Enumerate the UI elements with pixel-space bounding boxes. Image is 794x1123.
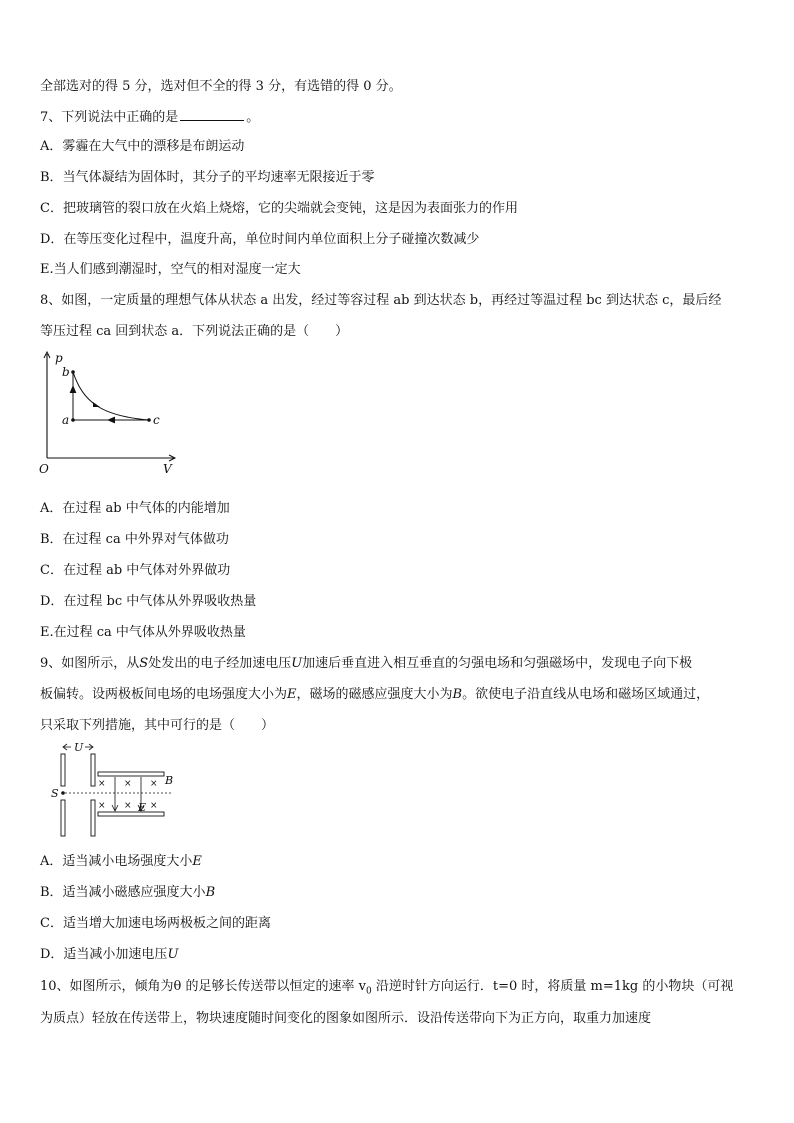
q10-subscript: 0 xyxy=(365,986,372,997)
q8-v-label: V xyxy=(163,462,172,475)
q9-text: 加速后垂直进入相互垂直的匀强电场和匀强磁场中，发现电子向下极 xyxy=(302,656,693,671)
q9-text: 。欲使电子沿直线从电场和磁场区域通过， xyxy=(462,687,710,702)
q9-cross: × xyxy=(98,801,106,811)
q8-b-label: b xyxy=(62,365,70,379)
q8-point-c xyxy=(147,418,151,422)
q8-process-bc xyxy=(73,372,149,420)
q9-text: 板偏转。设两极板间电场的电场强度大小为 xyxy=(40,687,288,702)
q9-var-e: E xyxy=(287,687,297,702)
q8-option-d: D．在过程 bc 中气体从外界吸收热量 xyxy=(40,594,257,609)
q7-stem-suffix: 。 xyxy=(246,110,260,125)
q9-option-b-text: B．适当减小磁感应强度大小 xyxy=(40,885,206,900)
q9-option-c-text: C．适当增大加速电场两极板之间的距离 xyxy=(40,916,271,931)
q9-var-u: U xyxy=(291,656,303,671)
q7-option-d: D．在等压变化过程中，温度升高，单位时间内单位面积上分子碰撞次数减少 xyxy=(40,232,480,247)
q9-cross: × xyxy=(150,779,158,789)
q9-right-plate-top xyxy=(91,754,95,786)
q9-option-b-var: B xyxy=(205,885,216,900)
q9-b-label: B xyxy=(165,774,174,787)
q8-option-c: C．在过程 ab 中气体对外界做功 xyxy=(40,563,231,578)
q9-stem-line2 xyxy=(40,687,709,703)
q8-c-label: c xyxy=(153,413,160,427)
q9-left-plate-top xyxy=(61,754,65,786)
q9-text: 9、如图所示，从 xyxy=(40,656,140,671)
q7-option-c: C．把玻璃管的裂口放在火焰上烧熔，它的尖端就会变钝，这是因为表面张力的作用 xyxy=(40,201,518,216)
q8-stem-line1: 8、如图，一定质量的理想气体从状态 a 出发，经过等容过程 ab 到达状态 b，再经过等温过程 bc 到达状态 c，最后经 xyxy=(40,293,722,308)
q9-stem-line1 xyxy=(40,656,692,672)
q9-field-diagram xyxy=(45,740,185,840)
q8-option-a: A．在过程 ab 中气体的内能增加 xyxy=(40,501,230,516)
q8-option-b: B．在过程 ca 中外界对气体做功 xyxy=(40,532,229,547)
q7-stem xyxy=(40,108,259,126)
q9-lower-plate xyxy=(98,812,164,816)
q8-option-e: E.在过程 ca 中气体从外界吸收热量 xyxy=(40,625,246,640)
intro-line: 全部选对的得 5 分，选对但不全的得 3 分，有选错的得 0 分。 xyxy=(40,79,402,94)
q9-option-d xyxy=(40,947,178,963)
q9-upper-plate xyxy=(98,772,164,776)
q7-answer-blank[interactable] xyxy=(180,108,244,121)
q9-option-b xyxy=(40,885,215,901)
q10-text: 10、如图所示，倾角为θ 的足够长传送带以恒定的速率 v xyxy=(40,979,366,994)
q9-left-plate-bottom xyxy=(61,800,65,836)
q9-cross: × xyxy=(124,801,132,811)
q9-cross: × xyxy=(150,801,158,811)
q9-e-label: E xyxy=(138,801,147,814)
q9-option-a-text: A．适当减小电场强度大小 xyxy=(40,854,193,869)
q9-u-label: U xyxy=(74,741,84,754)
q8-a-label: a xyxy=(62,413,70,427)
q9-s-label: S xyxy=(51,787,59,800)
q9-var-s: S xyxy=(139,656,149,671)
q9-var-b: B xyxy=(452,687,463,702)
q7-option-a: A．雾霾在大气中的漂移是布朗运动 xyxy=(40,139,245,154)
q10-stem-line1 xyxy=(40,979,733,1000)
q9-option-c xyxy=(40,916,271,932)
q9-option-a xyxy=(40,854,202,870)
q8-stem-line2: 等压过程 ca 回到状态 a．下列说法正确的是（ ） xyxy=(40,324,349,339)
q9-option-d-var: U xyxy=(167,947,179,962)
q9-right-plate-bottom xyxy=(91,800,95,836)
q9-cross: × xyxy=(124,779,132,789)
q9-option-d-text: D．适当减小加速电压 xyxy=(40,947,168,962)
q8-point-a xyxy=(71,418,75,422)
q8-pv-diagram xyxy=(35,350,185,475)
q8-o-label: O xyxy=(39,462,49,475)
q9-text: 处发出的电子经加速电压 xyxy=(148,656,292,671)
q8-p-label: p xyxy=(55,351,63,365)
q9-source-s xyxy=(61,791,65,795)
q10-text: 沿逆时针方向运行．t=0 时，将质量 m=1kg 的小物块（可视 xyxy=(371,979,734,994)
q8-point-b xyxy=(71,370,75,374)
q9-option-a-var: E xyxy=(192,854,202,869)
q10-stem-line2: 为质点）轻放在传送带上，物块速度随时间变化的图象如图所示．设沿传送带向下为正方向，取重力加速度 xyxy=(40,1011,652,1026)
q7-option-e: E.当人们感到潮湿时，空气的相对湿度一定大 xyxy=(40,262,301,277)
q7-option-b: B．当气体凝结为固体时，其分子的平均速率无限接近于零 xyxy=(40,170,375,185)
q7-stem-prefix: 7、下列说法中正确的是 xyxy=(40,110,179,125)
q9-stem-line3: 只采取下列措施，其中可行的是（ ） xyxy=(40,718,275,733)
q9-text: ，磁场的磁感应强度大小为 xyxy=(296,687,453,702)
q9-cross: × xyxy=(98,779,106,789)
